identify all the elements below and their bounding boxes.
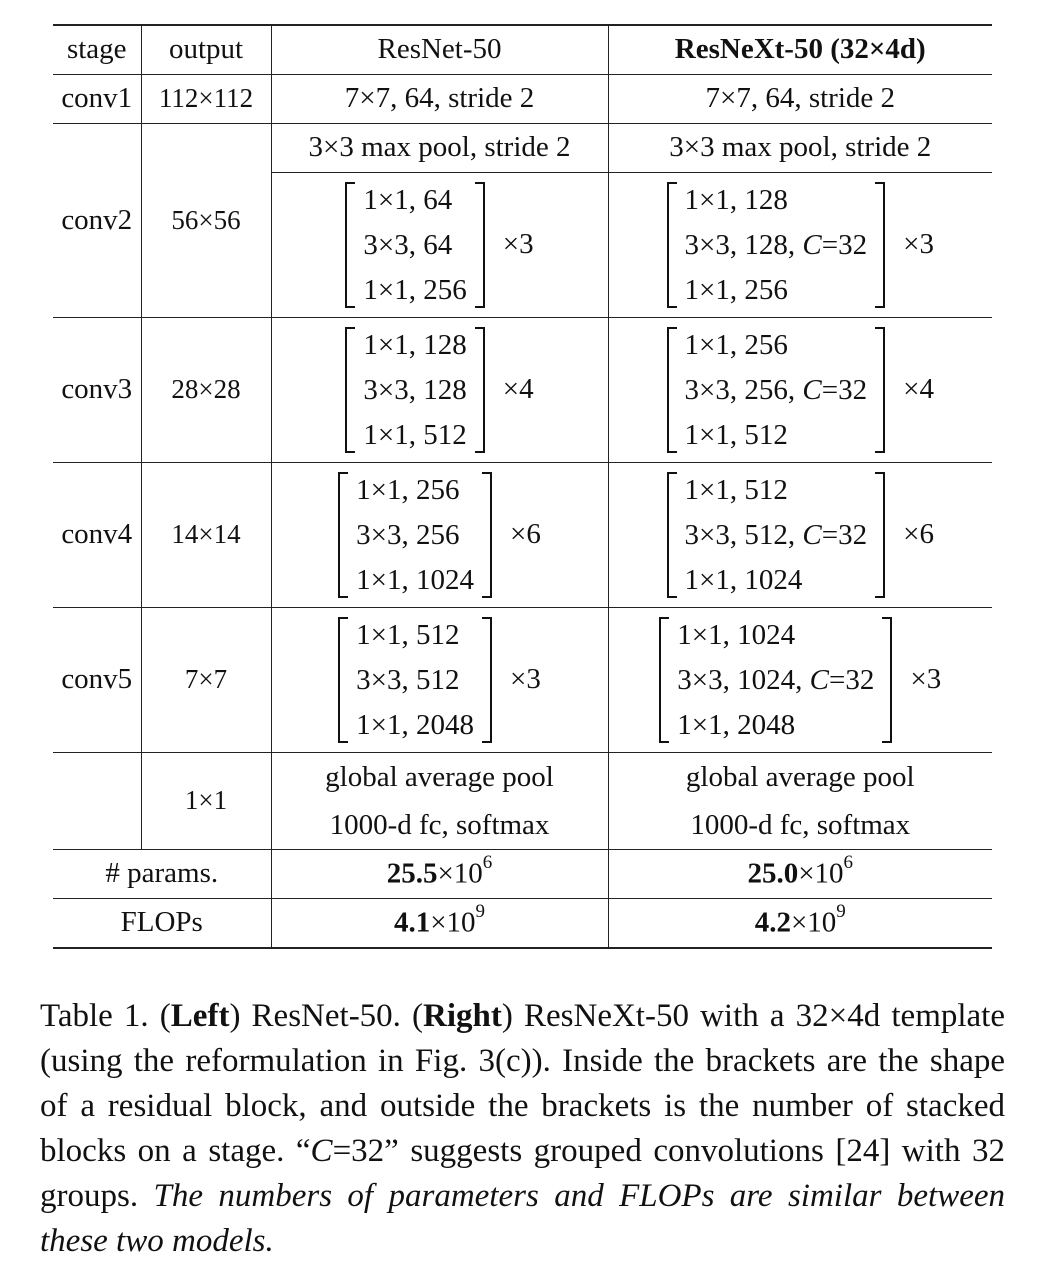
resnet-block-cell: [271, 608, 608, 753]
resnext-final-cell: [608, 753, 992, 850]
value-times: ×10: [798, 857, 844, 890]
block-line: 3×3, 512: [356, 663, 460, 696]
block-multiplier: ×6: [510, 518, 541, 551]
resnet-flops: [271, 899, 608, 949]
block-line: 3×3, 128, C=32: [684, 228, 868, 261]
resnext-block-cell: [608, 463, 992, 608]
bracket-block: [667, 325, 886, 455]
params-label: # params.: [53, 850, 271, 899]
value-times: ×10: [790, 906, 837, 939]
block-line: 1×1, 2048: [677, 708, 796, 741]
caption-italic: The numbers of parameters and FLOPs are similar between these two models.: [40, 1178, 1005, 1259]
stage-cell: conv4: [53, 463, 141, 608]
resnet-final-cell: [271, 753, 608, 850]
block-line: 3×3, 256, C=32: [684, 373, 868, 406]
resnext-flops: [608, 899, 992, 949]
block-line: 1×1, 1024: [677, 618, 796, 651]
block-line: 1×1, 2048: [356, 708, 474, 741]
block-multiplier: ×4: [502, 373, 534, 406]
resnext-block-cell: [608, 318, 992, 463]
block-line: 3×3, 128: [363, 373, 467, 406]
output-cell: 56×56: [141, 124, 271, 318]
output-cell: 7×7: [141, 608, 271, 753]
block-line: 1×1, 128: [684, 183, 788, 216]
block-line: 1×1, 1024: [684, 563, 803, 596]
stage-cell: conv2: [53, 124, 141, 318]
resnet-resnext-table: [53, 24, 992, 949]
block-line: 1×1, 512: [684, 473, 788, 506]
block-line: 1×1, 64: [363, 183, 453, 216]
block-line: 3×3, 512, C=32: [684, 518, 868, 551]
value-exponent: 6: [482, 852, 493, 874]
block-multiplier: ×3: [903, 228, 934, 261]
stage-cell: conv5: [53, 608, 141, 753]
table-row-conv4: [53, 463, 992, 608]
table-row-params: [53, 850, 992, 899]
block-line: 1×1, 256: [684, 273, 788, 306]
output-cell: 14×14: [141, 463, 271, 608]
value-mantissa: 25.5: [386, 857, 438, 890]
block-line: 1×1, 256: [356, 473, 460, 506]
final-line: global average pool: [685, 761, 915, 793]
caption-mid2: ) ResNeXt-50 with a 32×4d template (using the reformulation in Fig. 3(c)). Inside the brackets are the shape of a residual block, and outside the brackets is the number of stacked blocks on a stage. “: [40, 998, 1005, 1169]
table-header-row: [53, 25, 992, 75]
output-cell: 1×1: [141, 753, 271, 850]
header-resnet: ResNet-50: [271, 25, 608, 75]
value-mantissa: 4.1: [393, 906, 431, 939]
value-exponent: 9: [475, 901, 486, 923]
value-mantissa: 4.2: [754, 906, 791, 939]
bracket-block: [338, 470, 492, 600]
block-line: 1×1, 256: [684, 328, 788, 361]
resnet-cell: 7×7, 64, stride 2: [271, 75, 608, 124]
table-row-conv1: [53, 75, 992, 124]
header-resnext: ResNeXt-50 (32×4d): [608, 25, 992, 75]
block-line: 1×1, 512: [363, 418, 467, 451]
final-line: 1000-d fc, softmax: [329, 809, 550, 841]
header-output: output: [141, 25, 271, 75]
block-line: 1×1, 1024: [356, 563, 474, 596]
final-line: global average pool: [325, 761, 554, 793]
resnext-cell: 7×7, 64, stride 2: [608, 75, 992, 124]
value-exponent: 9: [836, 901, 846, 923]
table-caption: [40, 994, 1005, 1264]
resnext-params: [608, 850, 992, 899]
block-line: 1×1, 512: [356, 618, 460, 651]
block-line: 1×1, 256: [363, 273, 467, 306]
header-stage: stage: [53, 25, 141, 75]
resnext-pool-cell: 3×3 max pool, stride 2: [608, 124, 992, 173]
value-mantissa: 25.0: [747, 857, 799, 890]
bracket-block: [659, 615, 892, 745]
value-times: ×10: [430, 906, 476, 939]
block-multiplier: ×4: [903, 373, 934, 406]
caption-mid1: ) ResNet-50. (: [229, 998, 424, 1034]
block-line: 3×3, 256: [356, 518, 460, 551]
final-line: 1000-d fc, softmax: [690, 809, 911, 841]
bracket-block: [345, 180, 484, 310]
table-row-conv2-pool: [53, 124, 992, 173]
block-line: 3×3, 1024, C=32: [677, 663, 875, 696]
caption-left: Left: [170, 998, 230, 1034]
resnext-block-cell: [608, 608, 992, 753]
output-cell: 28×28: [141, 318, 271, 463]
resnet-pool-cell: 3×3 max pool, stride 2: [271, 124, 608, 173]
block-line: 3×3, 64: [363, 228, 453, 261]
caption-c: C: [310, 1133, 333, 1169]
resnet-block-cell: [271, 463, 608, 608]
value-times: ×10: [437, 857, 483, 890]
output-cell: 112×112: [141, 75, 271, 124]
block-multiplier: ×3: [502, 228, 534, 261]
resnet-block-cell: [271, 318, 608, 463]
bracket-block: [345, 325, 484, 455]
stage-cell-empty: [53, 753, 141, 850]
table-row-conv5: [53, 608, 992, 753]
value-exponent: 6: [843, 852, 854, 874]
caption-right: Right: [423, 998, 502, 1034]
bracket-block: [338, 615, 492, 745]
bracket-block: [667, 470, 886, 600]
caption-prefix: Table 1. (: [40, 998, 171, 1034]
table-row-final: [53, 753, 992, 850]
bracket-block: [667, 180, 886, 310]
resnext-block-cell: [608, 173, 992, 318]
resnet-params: [271, 850, 608, 899]
block-multiplier: ×3: [910, 663, 942, 696]
block-line: 1×1, 512: [684, 418, 788, 451]
stage-cell: conv3: [53, 318, 141, 463]
block-multiplier: ×3: [510, 663, 541, 696]
block-line: 1×1, 128: [363, 328, 467, 361]
stage-cell: conv1: [53, 75, 141, 124]
resnet-block-cell: [271, 173, 608, 318]
caption-mid3: =32” suggests grouped convolutions [24] with 32 groups.: [40, 1133, 1005, 1214]
block-multiplier: ×6: [903, 518, 934, 551]
table-row-flops: [53, 899, 992, 949]
flops-label: FLOPs: [53, 899, 271, 949]
table-row-conv3: [53, 318, 992, 463]
